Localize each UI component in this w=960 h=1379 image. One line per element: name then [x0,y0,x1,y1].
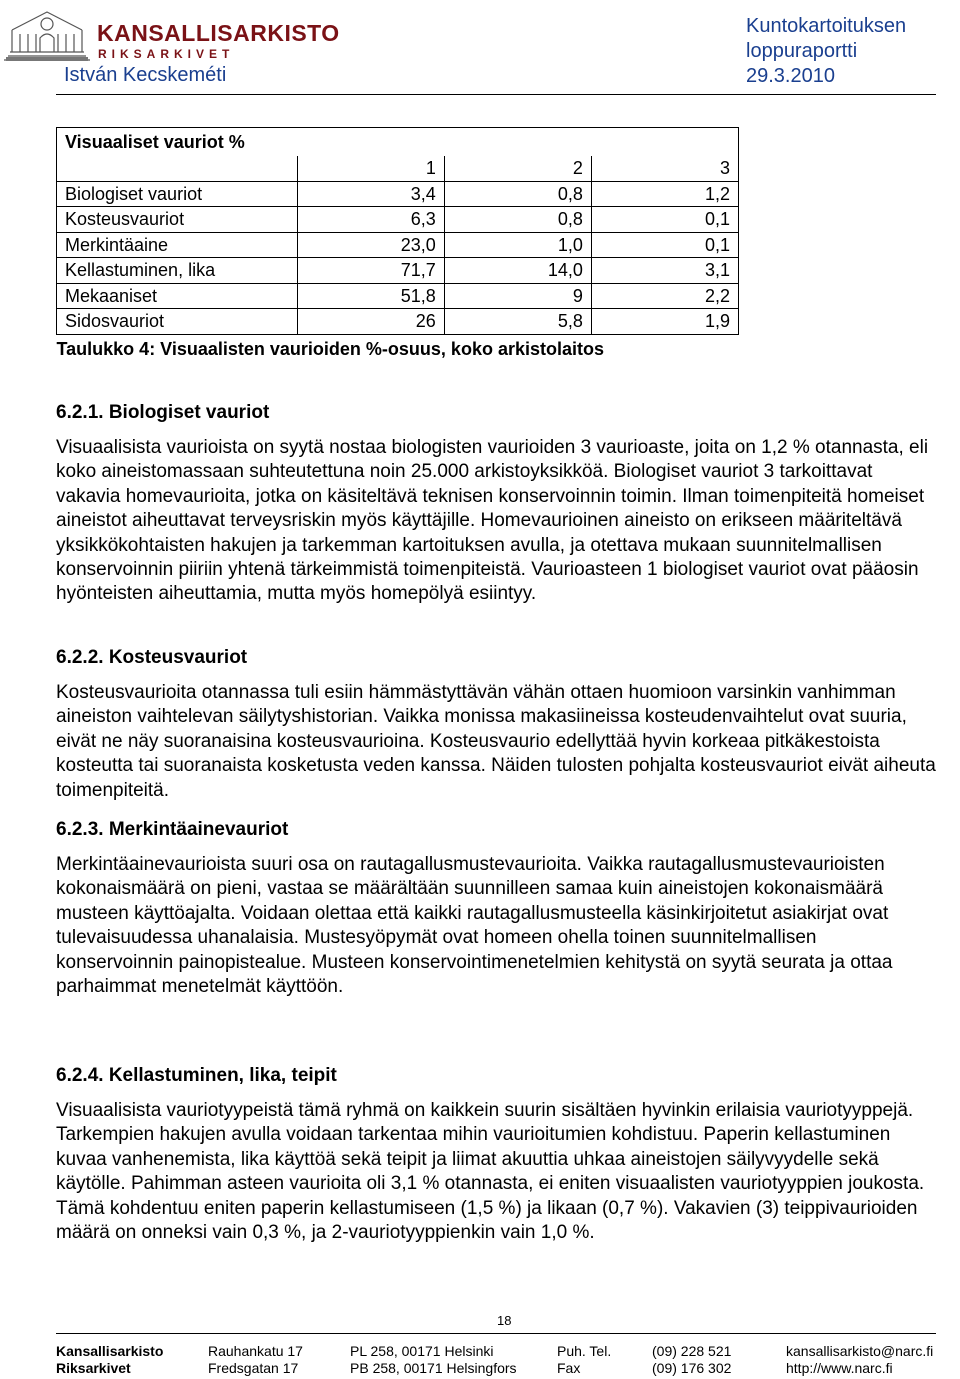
logo-name: KANSALLISARKISTO [97,20,340,46]
footer-postal-fi: PL 258, 00171 Helsinki [350,1343,494,1359]
section-paragraph: Kosteusvaurioita otannassa tuli esiin hämmästyttävän vähän ottaen huomioon varsinkin vanhimman aineiston vaihtelevan säilytyshistorian. Vaikka monissa makasiineissa kosteudenvaihtelut ovat suuria, eivät ne näy suoranaisina kosteusvaurioina. Kosteusvaurio edellyttää hyvin korkeaa pitkäkestoista kosteutta tai suoranaista kosketusta veden kanssa. Näiden tulosten pohjalta kosteusvauriot eivät aiheuta toimenpiteitä. [56,682,936,801]
table-cell: 23,0 [297,232,444,258]
table-row [57,309,739,335]
logo-subtitle: RIKSARKIVET [98,47,235,61]
table-cell: 1,0 [444,232,591,258]
section-biologiset-vauriot [56,401,936,607]
report-title-line1: Kuntokartoituksen [746,15,907,37]
table-cell: 0,8 [444,181,591,207]
table-row [57,181,739,207]
section-paragraph: Merkintäainevaurioista suuri osa on rautagallusmustevaurioita. Vaikka rautagallusmustevaurioisten kokonaismäärä on pieni, vastaa se määrältään suunnilleen samaa kuin aineistojen kokonaismäärä musteen käyttöajalta. Voidaan olettaa että kaikki rautagallusmusteella käsinkirjoitetut asiakirjat ovat tulevaisuudessa uhanalaisia. Mustesyöpymät ovat homeen ohella toinen suunnitelmallisen konservoinnin painopistealue. Musteen konservointimenetelmien kehitystä on syytä seurata ja ottaa parhaimmat menetelmät käyttöön. [56,854,893,998]
archive-building-emblem-icon [2,2,92,62]
visual-damage-table [56,127,739,363]
table-cell: 0,8 [444,207,591,233]
row-label: Kosteusvauriot [57,207,298,233]
table-title: Visuaaliset vauriot % [57,128,739,157]
table-cell: 5,8 [444,309,591,335]
table-header-row [57,156,739,181]
section-heading: 6.2.1. Biologiset vauriot [56,402,270,423]
section-paragraph: Visuaalisista vauriotyypeistä tämä ryhmä on kaikkein suurin sisältäen hyvinkin erilaisia vauriotyyppejä. Tarkempien hakujen avulla voidaan tarkentaa mihin vaurioitumien kohdistuu. Paperin kellastuminen kuvaa vanhenemista, lika käyttöä sekä teipit ja liimat akuuttia uhkaa aineistojen säilyvyydelle sekä käytölle. Pahimman asteen vaurioita oli 3,1 % otannasta, ei eniten visuaalisten vauriotyyppien joukosta. Tämä kohdentuu eniten paperin kellastumiseen (1,5 %) ja likaan (0,7 %). Vakavien (3) teippivaurioiden määrä on onneksi vain 0,3 %, ja 2-vauriotyyppienkin vain 1,0 %. [56,1100,925,1244]
footer-org-sv: Riksarkivet [56,1360,131,1376]
row-label: Sidosvauriot [57,309,298,335]
footer-fax-label: Fax [557,1360,581,1376]
row-label: Mekaaniset [57,283,298,309]
section-heading: 6.2.4. Kellastuminen, lika, teipit [56,1065,337,1086]
row-label: Kellastuminen, lika [57,258,298,284]
footer-fax-number: (09) 176 302 [652,1360,732,1376]
kansallisarkisto-logo [2,2,340,62]
table-row [57,232,739,258]
table-column-header: 3 [591,156,738,181]
table-cell: 1,9 [591,309,738,335]
footer-street-fi: Rauhankatu 17 [208,1343,303,1359]
table-header-empty [57,156,298,181]
table-caption-row [57,334,739,363]
report-title-line2: loppuraportti [746,40,858,62]
table-cell: 0,1 [591,207,738,233]
table-cell: 14,0 [444,258,591,284]
table-cell: 0,1 [591,232,738,258]
table-title-row [57,128,739,157]
table-cell: 6,3 [297,207,444,233]
table-column-header: 2 [444,156,591,181]
table-row [57,258,739,284]
table-cell: 3,4 [297,181,444,207]
table-cell: 71,7 [297,258,444,284]
section-kellastuminen-lika-teipit [56,1064,936,1245]
page-number: 18 [497,1313,512,1328]
table-cell: 51,8 [297,283,444,309]
footer-postal-sv: PB 258, 00171 Helsingfors [350,1360,517,1376]
footer-website: http://www.narc.fi [786,1360,893,1376]
section-paragraph: Visuaalisista vaurioista on syytä nostaa biologisten vaurioiden 3 vaurioaste, joita on 1,2 % otannasta, eli koko aineistomassaan suhteutettuna noin 25.000 arkistoyksikköä. Biologiset vauriot 3 tarkoittavat vakavia homevaurioita, jotka on käsiteltävä teknisen konservoinnin toimin. Ilman toimenpiteitä homeiset aineistot aiheuttavat terveysriskin myös käyttäjille. Homevaurioinen aineisto on erikseen määriteltävä yksikkökohtaisten hakujen ja tarkemman kartoituksen avulla, ja otettava mukaan suunnitelmallisen konservoinnin piiriin yhtenä tärkeimmistä toimenpiteistä. Vaurioasteen 1 biologiset vauriot ovat pääosin hyönteisten aiheuttamia, mutta myös homepölyä esiintyy. [56,437,929,605]
author-name: István Kecskeméti [64,64,227,86]
section-merkintaainevauriot [56,818,936,999]
table-cell: 9 [444,283,591,309]
footer-street-sv: Fredsgatan 17 [208,1360,299,1376]
table-cell: 1,2 [591,181,738,207]
table-row [57,207,739,233]
footer-org-fi: Kansallisarkisto [56,1343,164,1359]
table-cell: 2,2 [591,283,738,309]
footer-email: kansallisarkisto@narc.fi [786,1343,934,1359]
row-label: Merkintäaine [57,232,298,258]
header-divider [56,94,936,95]
footer-phone-label: Puh. Tel. [557,1343,612,1359]
row-label: Biologiset vauriot [57,181,298,207]
footer-phone-number: (09) 228 521 [652,1343,732,1359]
table-column-header: 1 [297,156,444,181]
footer-divider [56,1333,936,1334]
report-date: 29.3.2010 [746,65,835,87]
section-kosteusvauriot [56,646,936,803]
table-row [57,283,739,309]
table-cell: 3,1 [591,258,738,284]
table-cell: 26 [297,309,444,335]
table-caption: Taulukko 4: Visuaalisten vaurioiden %-osuus, koko arkistolaitos [56,338,604,359]
section-heading: 6.2.3. Merkintäainevauriot [56,819,289,840]
section-heading: 6.2.2. Kosteusvauriot [56,647,248,668]
